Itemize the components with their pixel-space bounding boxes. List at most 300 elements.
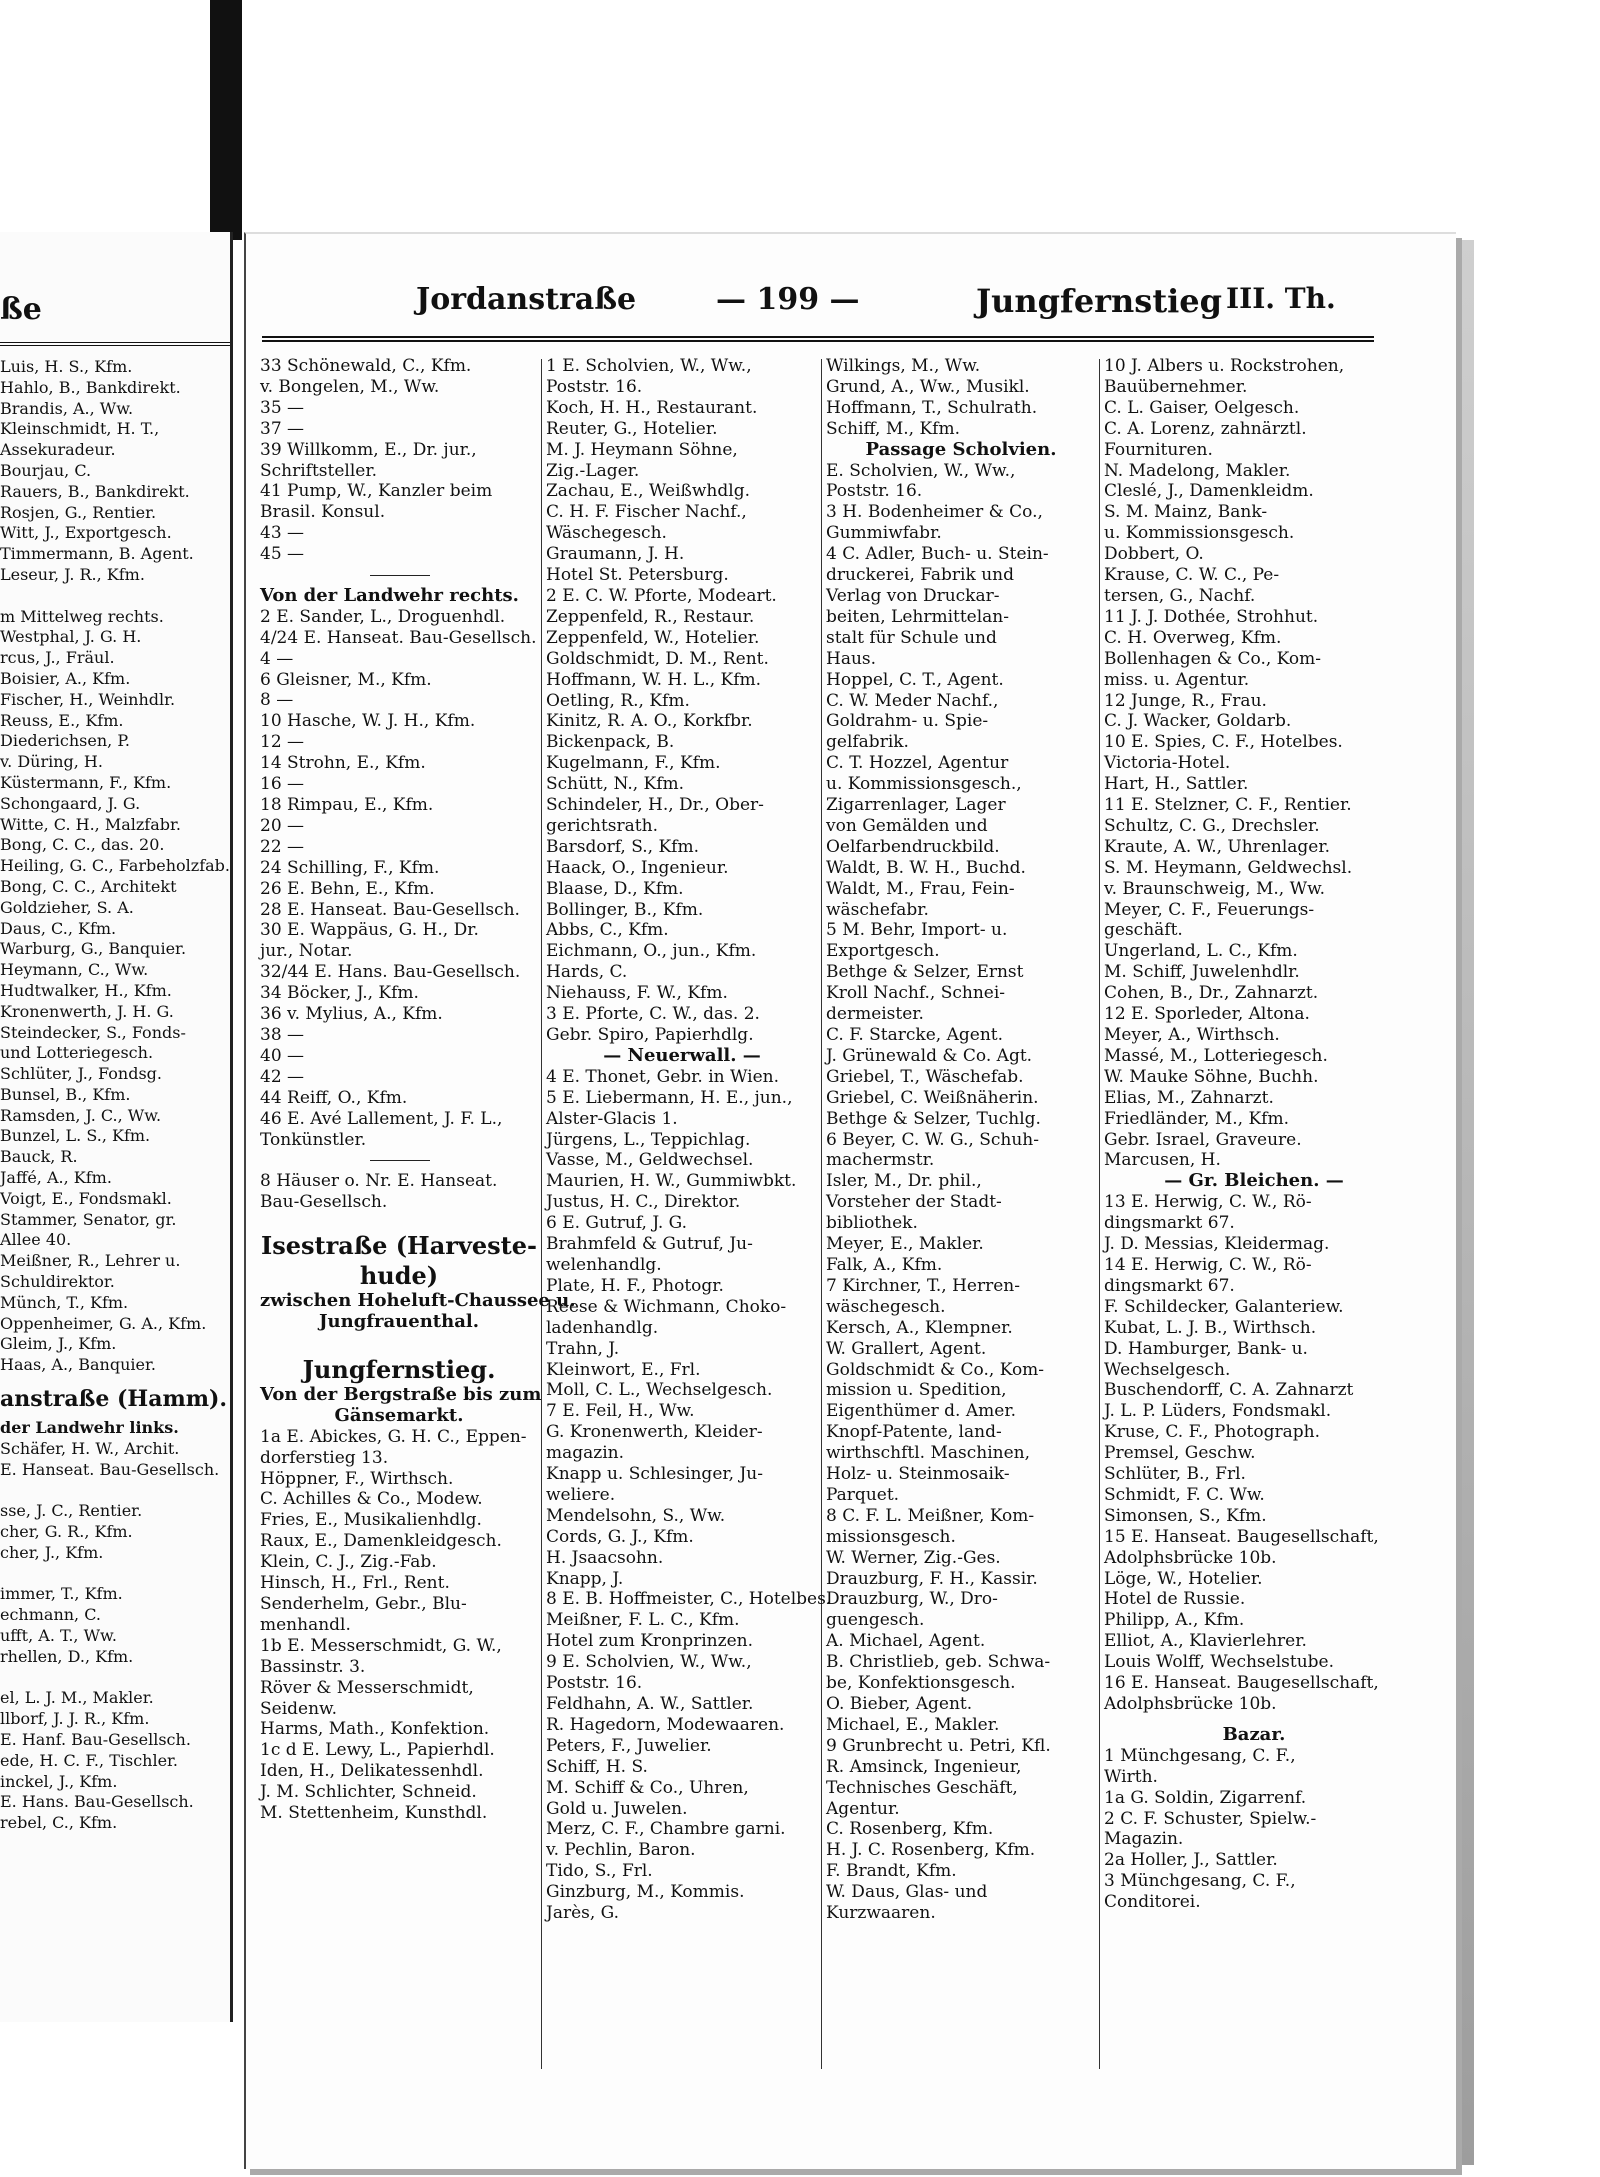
directory-entry: Fournituren. <box>1104 439 1213 460</box>
directory-entry: jur., Notar. <box>260 941 353 962</box>
directory-entry: Meißner, F. L. C., Kfm. <box>546 1610 740 1631</box>
directory-entry: Timmermann, B. Agent. <box>0 544 194 564</box>
directory-entry: Premsel, Geschw. <box>1104 1443 1256 1464</box>
directory-entry: 2 E. Sander, L., Droguenhdl. <box>260 606 506 627</box>
directory-entry: dingsmarkt 67. <box>1104 1213 1235 1234</box>
directory-entry: S. M. Mainz, Bank- <box>1104 502 1268 523</box>
directory-entry: 1 E. Scholvien, W., Ww., <box>546 356 752 376</box>
directory-entry: 10 E. Spies, C. F., Hotelbes. <box>1104 732 1343 753</box>
column-2 <box>546 356 832 1924</box>
directory-entry: 14 E. Herwig, C. W., Rö- <box>1104 1254 1312 1275</box>
directory-entry: missionsgesch. <box>826 1526 956 1547</box>
column-1 <box>260 356 576 1824</box>
directory-entry: Buschendorff, C. A. Zahnarzt <box>1104 1380 1354 1401</box>
directory-entry: E. Scholvien, W., Ww., <box>826 460 1016 481</box>
directory-entry: 10 J. Albers u. Rockstrohen, <box>1104 356 1345 376</box>
directory-entry: Iden, H., Delikatessenhdl. <box>260 1761 484 1782</box>
directory-entry: Technisches Geschäft, <box>826 1777 1018 1798</box>
directory-entry: rebel, C., Kfm. <box>0 1813 118 1833</box>
directory-entry: 3 Münchgesang, C. F., <box>1104 1871 1296 1892</box>
directory-entry: 12 E. Sporleder, Altona. <box>1104 1004 1310 1025</box>
column-4-subheading-bazar: Bazar. <box>1222 1723 1286 1745</box>
directory-entry: Poststr. 16. <box>546 376 643 397</box>
directory-entry: 3 H. Bodenheimer & Co., <box>826 502 1043 523</box>
directory-entry: Bassinstr. 3. <box>260 1656 366 1677</box>
directory-entry: 5 M. Behr, Import- u. <box>826 920 1008 941</box>
directory-entry: Harms, Math., Konfektion. <box>260 1719 490 1740</box>
directory-entry: geschäft. <box>1104 920 1183 941</box>
directory-entry: v. Braunschweig, M., Ww. <box>1104 878 1326 899</box>
directory-entry: 1 Münchgesang, C. F., <box>1104 1745 1296 1766</box>
directory-entry: Röver & Messerschmidt, <box>260 1677 474 1698</box>
directory-entry: Blaase, D., Kfm. <box>546 878 684 899</box>
directory-entry: Tonkünstler. <box>260 1129 367 1150</box>
directory-entry: dingsmarkt 67. <box>1104 1275 1235 1296</box>
directory-entry: 33 Schönewald, C., Kfm. <box>260 356 472 376</box>
directory-entry: H. J. C. Rosenberg, Kfm. <box>826 1840 1036 1861</box>
directory-entry: Haus. <box>826 648 877 669</box>
directory-entry: C. A. Lorenz, zahnärztl. <box>1104 418 1307 439</box>
directory-entry: machermstr. <box>826 1150 935 1171</box>
directory-entry: Schultz, C. G., Drechsler. <box>1104 815 1320 836</box>
directory-entry: Kugelmann, F., Kfm. <box>546 753 721 774</box>
directory-entry: C. L. Gaiser, Oelgesch. <box>1104 397 1300 418</box>
directory-entry: D. Hamburger, Bank- u. <box>1104 1338 1308 1359</box>
directory-entry: 1a E. Abickes, G. H. C., Eppen- <box>260 1426 527 1447</box>
directory-entry: Bauck, R. <box>0 1147 78 1167</box>
directory-entry: 1c d E. Lewy, L., Papierhdl. <box>260 1740 495 1761</box>
directory-entry <box>0 1564 232 1585</box>
directory-entry: W. Mauke Söhne, Buchh. <box>1104 1066 1319 1087</box>
directory-entry: Bollenhagen & Co., Kom- <box>1104 648 1322 669</box>
directory-entry: Schmidt, F. C. Ww. <box>1104 1484 1265 1505</box>
directory-entry: Voigt, E., Fondsmakl. <box>0 1188 172 1208</box>
directory-entry: C. W. Meder Nachf., <box>826 690 999 711</box>
directory-entry: C. J. Wacker, Goldarb. <box>1104 711 1292 732</box>
directory-entry: 26 E. Behn, E., Kfm. <box>260 878 435 899</box>
directory-entry: Plate, H. F., Photogr. <box>546 1275 724 1296</box>
directory-entry: 34 Böcker, J., Kfm. <box>260 983 419 1004</box>
directory-entry: E. Hanf. Bau-Gesellsch. <box>0 1730 191 1749</box>
directory-entry: Massé, M., Lotteriegesch. <box>1104 1045 1328 1066</box>
directory-entry: u. Kommissionsgesch., <box>826 774 1022 795</box>
directory-entry: miss. u. Agentur. <box>1104 669 1250 690</box>
directory-entry: Drauzburg, F. H., Kassir. <box>826 1568 1038 1589</box>
directory-entry: 4 E. Thonet, Gebr. in Wien. <box>546 1066 780 1087</box>
directory-entry: 3 E. Pforte, C. W., das. 2. <box>546 1004 760 1025</box>
directory-entry: rcus, J., Fräul. <box>0 648 115 668</box>
directory-entry: Kurzwaaren. <box>826 1903 936 1924</box>
directory-entry: 9 Grunbrecht u. Petri, Kfl. <box>826 1735 1051 1756</box>
directory-entry: Wilkings, M., Ww. <box>826 356 981 376</box>
street-subtitle-jungfernstieg: Von der Bergstraße bis zum Gänsemarkt. <box>260 1383 542 1426</box>
directory-entry: C. Achilles & Co., Modew. <box>260 1489 483 1510</box>
directory-entry: 8 — <box>260 690 294 711</box>
directory-entry: Meyer, E., Makler. <box>826 1234 984 1255</box>
directory-entry: Hards, C. <box>546 962 628 983</box>
directory-entry: 9 E. Scholvien, W., Ww., <box>546 1652 752 1673</box>
directory-entry: Bethge & Selzer, Ernst <box>826 962 1024 983</box>
column-3-subheading: Passage Scholvien. <box>865 438 1057 460</box>
directory-entry: E. Hans. Bau-Gesellsch. <box>0 1792 194 1812</box>
directory-entry: wirthschftl. Maschinen, <box>826 1443 1030 1464</box>
directory-entry: 40 — <box>260 1045 305 1066</box>
directory-entry: 6 Gleisner, M., Kfm. <box>260 669 432 690</box>
directory-entry: Luis, H. S., Kfm. <box>0 357 133 376</box>
directory-entry: Goldzieher, S. A. <box>0 897 134 917</box>
directory-entry: Merz, C. F., Chambre garni. <box>546 1819 786 1840</box>
directory-entry: Jürgens, L., Teppichlag. <box>546 1129 751 1150</box>
left-header-rule <box>0 342 230 346</box>
directory-entry: Westphal, J. G. H. <box>0 627 142 647</box>
directory-entry: Schiff, M., Kfm. <box>826 418 960 439</box>
directory-entry: 7 Kirchner, T., Herren- <box>826 1275 1020 1296</box>
directory-entry: Allee 40. <box>0 1230 72 1250</box>
directory-entry: Friedländer, M., Kfm. <box>1104 1108 1289 1129</box>
directory-entry: Hudtwalker, H., Kfm. <box>0 980 172 1000</box>
directory-entry: 36 v. Mylius, A., Kfm. <box>260 1004 443 1025</box>
directory-entry: 44 Reiff, O., Kfm. <box>260 1087 408 1108</box>
directory-entry: be, Konfektionsgesch. <box>826 1673 1016 1694</box>
directory-entry: O. Bieber, Agent. <box>826 1694 973 1714</box>
directory-entry: beiten, Lehrmittelan- <box>826 606 1009 627</box>
directory-entry: Bau-Gesellsch. <box>260 1192 388 1213</box>
directory-entry: Klein, C. J., Zig.-Fab. <box>260 1552 437 1573</box>
directory-entry: 13 E. Herwig, C. W., Rö- <box>1104 1192 1312 1213</box>
directory-entry: Goldschmidt, D. M., Rent. <box>546 648 769 669</box>
directory-entry: gelfabrik. <box>826 732 909 753</box>
directory-entry <box>0 1480 232 1501</box>
page-number: — 199 — <box>716 282 860 317</box>
directory-entry: Adolphsbrücke 10b. <box>1104 1694 1277 1714</box>
directory-entry: 5 E. Liebermann, H. E., jun., <box>546 1087 793 1108</box>
directory-entry: Bong, C. C., das. 20. <box>0 835 165 855</box>
directory-entry <box>0 586 232 607</box>
directory-entry: Griebel, C. Weißnäherin. <box>826 1087 1039 1108</box>
directory-entry: Zig.-Lager. <box>546 460 640 481</box>
directory-entry: mission u. Spedition, <box>826 1380 1007 1401</box>
directory-entry: inckel, J., Kfm. <box>0 1771 118 1791</box>
directory-entry: Adolphsbrücke 10b. <box>1104 1547 1277 1568</box>
directory-entry: el, L. J. M., Makler. <box>0 1688 154 1708</box>
directory-entry: 22 — <box>260 836 305 857</box>
running-head-right: Jungfernstieg <box>976 282 1222 320</box>
column-divider <box>1099 359 1100 2069</box>
directory-entry: 28 E. Hanseat. Bau-Gesellsch. <box>260 899 520 920</box>
directory-entry: Küstermann, F., Kfm. <box>0 772 172 792</box>
directory-entry: Gleim, J., Kfm. <box>0 1334 117 1354</box>
directory-entry: C. H. F. Fischer Nachf., <box>546 502 747 523</box>
directory-entry: 42 — <box>260 1066 305 1087</box>
directory-entry: cher, J., Kfm. <box>0 1542 104 1562</box>
directory-entry: Warburg, G., Banquier. <box>0 939 187 959</box>
directory-entry: Hoffmann, W. H. L., Kfm. <box>546 669 762 690</box>
directory-entry: rhellen, D., Kfm. <box>0 1646 134 1666</box>
directory-entry: R. Amsinck, Ingenieur, <box>826 1756 1022 1777</box>
directory-entry: 14 Strohn, E., Kfm. <box>260 753 426 774</box>
street-subtitle-isestrasse: zwischen Hoheluft-Chaussee u. Jungfrauenthal. <box>260 1290 576 1333</box>
directory-entry: Eigenthümer d. Amer. <box>826 1401 1016 1422</box>
directory-entry: Drauzburg, W., Dro- <box>826 1589 998 1610</box>
page-edge <box>1456 240 1474 2165</box>
directory-entry: Feldhahn, A. W., Sattler. <box>546 1694 754 1714</box>
directory-entry: B. Christlieb, geb. Schwa- <box>826 1652 1051 1673</box>
directory-entry: Zachau, E., Weißwhdlg. <box>546 481 750 502</box>
left-page-list <box>0 357 232 1834</box>
directory-entry: Agentur. <box>826 1798 900 1819</box>
column-divider <box>821 359 822 2069</box>
directory-entry: Oppenheimer, G. A., Kfm. <box>0 1313 207 1333</box>
directory-entry: 7 E. Feil, H., Ww. <box>546 1401 695 1422</box>
directory-entry: H. Jsaacsohn. <box>546 1547 664 1568</box>
directory-entry: J. Grünewald & Co. Agt. <box>826 1045 1033 1066</box>
directory-entry: v. Bongelen, M., Ww. <box>260 376 440 397</box>
directory-entry: N. Madelong, Makler. <box>1104 460 1291 481</box>
directory-entry: weliere. <box>546 1484 616 1505</box>
directory-entry: Elliot, A., Klavierlehrer. <box>1104 1631 1307 1652</box>
directory-entry: Bong, C. C., Architekt <box>0 876 177 896</box>
directory-entry: Schuldirektor. <box>0 1272 115 1292</box>
directory-entry: Knapp, J. <box>546 1568 624 1589</box>
directory-entry: Kersch, A., Klempner. <box>826 1317 1013 1338</box>
directory-entry: Senderhelm, Gebr., Blu- <box>260 1594 467 1614</box>
directory-entry: Cords, G. J., Kfm. <box>546 1526 694 1547</box>
directory-page <box>244 232 1456 2169</box>
directory-entry: guengesch. <box>826 1610 925 1631</box>
directory-entry: wäschefabr. <box>826 899 929 920</box>
directory-entry: Brandis, A., Ww. <box>0 398 134 418</box>
directory-entry: C. T. Hozzel, Agentur <box>826 753 1009 774</box>
directory-entry: Vorsteher der Stadt- <box>826 1192 1002 1213</box>
directory-entry: Heymann, C., Ww. <box>0 960 149 980</box>
street-title-jungfernstieg: Jungfernstieg. <box>302 1354 496 1384</box>
left-page-fragment <box>0 232 233 2022</box>
directory-entry: Brasil. Konsul. <box>260 502 386 523</box>
directory-entry: 4 — <box>260 648 294 669</box>
directory-entry: Vasse, M., Geldwechsel. <box>546 1150 754 1171</box>
directory-entry: R. Hagedorn, Modewaaren. <box>546 1714 785 1735</box>
directory-entry: Reuter, G., Hotelier. <box>546 418 718 439</box>
directory-entry: Gold u. Juwelen. <box>546 1798 688 1819</box>
directory-entry: Hart, H., Sattler. <box>1104 774 1249 795</box>
directory-entry: von Gemälden und <box>826 815 988 836</box>
directory-entry: 46 E. Avé Lallement, J. F. L., <box>260 1108 503 1129</box>
directory-entry: Conditorei. <box>1104 1892 1201 1913</box>
directory-entry: Koch, H. H., Restaurant. <box>546 397 758 418</box>
column-4-subheading: — Gr. Bleichen. — <box>1164 1170 1344 1192</box>
directory-entry: Isler, M., Dr. phil., <box>826 1171 982 1192</box>
directory-entry: Stammer, Senator, gr. <box>0 1209 177 1229</box>
directory-entry: S. M. Heymann, Geldwechsl. <box>1104 857 1353 878</box>
directory-entry: 37 — <box>260 418 305 439</box>
directory-entry: Justus, H. C., Direktor. <box>546 1192 741 1213</box>
directory-entry: Bauübernehmer. <box>1104 376 1248 397</box>
directory-entry: Haack, O., Ingenieur. <box>546 857 729 878</box>
directory-entry: 2 C. F. Schuster, Spielw.- <box>1104 1808 1317 1829</box>
directory-entry: Grund, A., Ww., Musikl. <box>826 376 1030 397</box>
directory-entry: F. Brandt, Kfm. <box>826 1861 957 1882</box>
directory-entry: 35 — <box>260 397 305 418</box>
directory-entry: Jarès, G. <box>546 1903 620 1924</box>
directory-entry: 41 Pump, W., Kanzler beim <box>260 481 493 502</box>
directory-entry: Schindeler, H., Dr., Ober- <box>546 795 764 816</box>
directory-entry: Fischer, H., Weinhdlr. <box>0 689 176 709</box>
directory-entry: Steindecker, S., Fonds- <box>0 1022 186 1042</box>
directory-entry: Ungerland, L. C., Kfm. <box>1104 941 1298 962</box>
directory-entry: m Mittelweg rechts. <box>0 606 164 626</box>
directory-entry: M. Schiff & Co., Uhren, <box>546 1777 749 1798</box>
directory-entry: Diederichsen, P. <box>0 731 130 751</box>
directory-entry: 11 E. Stelzner, C. F., Rentier. <box>1104 795 1352 816</box>
directory-entry: Schongaard, J. G. <box>0 793 141 813</box>
directory-entry: Hahlo, B., Bankdirekt. <box>0 377 181 397</box>
directory-entry: Oelfarbendruckbild. <box>826 836 1000 857</box>
directory-entry: Wirth. <box>1104 1766 1158 1787</box>
directory-entry: Haas, A., Banquier. <box>0 1355 156 1375</box>
directory-entry: 4/24 E. Hanseat. Bau-Gesellsch. <box>260 627 537 648</box>
directory-entry: Gebr. Spiro, Papierhdlg. <box>546 1025 754 1045</box>
directory-entry: stalt für Schule und <box>826 627 997 648</box>
directory-entry: Barsdorf, S., Kfm. <box>546 836 699 857</box>
directory-entry: und Lotteriegesch. <box>0 1043 154 1063</box>
directory-entry <box>0 1668 232 1689</box>
directory-entry: 43 — <box>260 523 305 544</box>
directory-entry: Dobbert, O. <box>1104 544 1204 565</box>
directory-entry: Moll, C. L., Wechselgesch. <box>546 1380 773 1401</box>
directory-entry: 12 — <box>260 732 305 753</box>
directory-entry: M. Schiff, Juwelenhdlr. <box>1104 962 1300 983</box>
directory-entry: 8 C. F. L. Meißner, Kom- <box>826 1505 1035 1526</box>
directory-entry: dorferstieg 13. <box>260 1447 389 1468</box>
directory-entry: Fries, E., Musikalienhdlg. <box>260 1510 482 1531</box>
directory-entry: Brahmfeld & Gutruf, Ju- <box>546 1234 753 1255</box>
directory-entry: 18 Rimpau, E., Kfm. <box>260 795 434 816</box>
directory-entry: Reuss, E., Kfm. <box>0 710 124 730</box>
directory-entry: Oetling, R., Kfm. <box>546 690 690 711</box>
directory-entry: 16 E. Hanseat. Baugesellschaft, <box>1104 1673 1379 1694</box>
directory-entry: v. Düring, H. <box>0 752 103 772</box>
directory-entry: E. Hanseat. Bau-Gesellsch. <box>0 1459 220 1479</box>
directory-entry: Eichmann, O., jun., Kfm. <box>546 941 757 962</box>
directory-entry: 6 Beyer, C. W. G., Schuh- <box>826 1129 1039 1150</box>
directory-entry: Schlüter, J., Fondsg. <box>0 1064 162 1084</box>
directory-entry: Kronenwerth, J. H. G. <box>0 1001 174 1021</box>
directory-entry: G. Kronenwerth, Kleider- <box>546 1422 763 1443</box>
directory-entry: 2a Holler, J., Sattler. <box>1104 1850 1278 1871</box>
directory-entry: Meißner, R., Lehrer u. <box>0 1251 181 1271</box>
directory-entry: Schlüter, B., Frl. <box>1104 1464 1246 1485</box>
directory-entry: v. Pechlin, Baron. <box>546 1840 696 1861</box>
directory-entry: Tido, S., Frl. <box>546 1861 653 1882</box>
directory-entry: Leseur, J. R., Kfm. <box>0 564 145 584</box>
directory-entry: Assekuradeur. <box>0 440 116 460</box>
directory-entry: 10 Hasche, W. J. H., Kfm. <box>260 711 476 732</box>
directory-entry: 15 E. Hanseat. Baugesellschaft, <box>1104 1526 1379 1547</box>
directory-entry: Daus, C., Kfm. <box>0 918 117 938</box>
directory-entry: ladenhandlg. <box>546 1317 659 1338</box>
directory-entry: 8 E. B. Hoffmeister, C., Hotelbes. <box>546 1589 832 1610</box>
column-4 <box>1104 356 1404 1913</box>
directory-entry: Graumann, J. H. <box>546 544 685 565</box>
directory-entry: C. Rosenberg, Kfm. <box>826 1819 994 1840</box>
directory-entry: Simonsen, S., Kfm. <box>1104 1505 1267 1526</box>
directory-entry: Gebr. Israel, Graveure. <box>1104 1129 1302 1150</box>
directory-entry: Raux, E., Damenkleidgesch. <box>260 1531 502 1552</box>
directory-entry: Boisier, A., Kfm. <box>0 668 131 688</box>
directory-entry: Münch, T., Kfm. <box>0 1292 129 1312</box>
directory-entry: Reese & Wichmann, Choko- <box>546 1296 787 1317</box>
directory-entry: Schriftsteller. <box>260 460 378 481</box>
directory-entry: Hotel St. Petersburg. <box>546 565 729 586</box>
left-section-subtitle: der Landwehr links. <box>0 1418 179 1438</box>
directory-entry: Griebel, T., Wäschefab. <box>826 1066 1024 1087</box>
directory-entry: Maurien, H. W., Gummiwbkt. <box>546 1171 797 1192</box>
directory-entry: 30 E. Wappäus, G. H., Dr. <box>260 920 479 941</box>
directory-entry: echmann, C. <box>0 1605 101 1625</box>
directory-entry: welenhandlg. <box>546 1254 662 1275</box>
directory-entry: Zeppenfeld, W., Hotelier. <box>546 627 760 648</box>
directory-entry: Magazin. <box>1104 1829 1184 1850</box>
directory-entry: Kleinschmidt, H. T., <box>0 419 160 439</box>
directory-entry: Knapp u. Schlesinger, Ju- <box>546 1464 763 1485</box>
directory-entry: 4 C. Adler, Buch- u. Stein- <box>826 544 1049 565</box>
directory-entry: Kubat, L. J. B., Wirthsch. <box>1104 1317 1317 1338</box>
directory-entry: Heiling, G. C., Farbeholzfab. <box>0 856 230 876</box>
header-rule <box>262 336 1374 342</box>
directory-entry: Wechselgesch. <box>1104 1359 1231 1380</box>
directory-entry: Hinsch, H., Frl., Rent. <box>260 1573 450 1594</box>
directory-entry: 8 Häuser o. Nr. E. Hanseat. <box>260 1171 498 1192</box>
directory-entry: Trahn, J. <box>546 1338 620 1359</box>
directory-entry: Ginzburg, M., Kommis. <box>546 1882 745 1903</box>
directory-entry: Waldt, B. W. H., Buchd. <box>826 857 1026 878</box>
directory-entry: Löge, W., Hotelier. <box>1104 1568 1263 1589</box>
directory-entry: Ramsden, J. C., Ww. <box>0 1105 162 1125</box>
directory-entry: Philipp, A., Kfm. <box>1104 1610 1245 1631</box>
directory-entry: Kraute, A. W., Uhrenlager. <box>1104 836 1330 857</box>
directory-entry: Abbs, C., Kfm. <box>546 920 669 941</box>
directory-entry: 1a G. Soldin, Zigarrenf. <box>1104 1787 1307 1808</box>
directory-entry: Holz- u. Steinmosaik- <box>826 1464 1010 1485</box>
directory-entry: 6 E. Gutruf, J. G. <box>546 1213 688 1234</box>
column-1-subheading: Von der Landwehr rechts. <box>260 584 519 606</box>
directory-entry: W. Grallert, Agent. <box>826 1338 987 1359</box>
directory-entry: cher, G. R., Kfm. <box>0 1522 133 1542</box>
directory-entry: J. D. Messias, Kleidermag. <box>1104 1234 1330 1255</box>
directory-entry: Niehauss, F. W., Kfm. <box>546 983 728 1004</box>
directory-entry: M. Stettenheim, Kunsthdl. <box>260 1803 488 1824</box>
directory-entry: Krause, C. W. C., Pe- <box>1104 565 1280 586</box>
directory-entry: 32/44 E. Hans. Bau-Gesellsch. <box>260 962 521 983</box>
directory-entry: druckerei, Fabrik und <box>826 565 1014 586</box>
directory-entry: Verlag von Druckar- <box>826 585 1000 606</box>
directory-entry: Bourjau, C. <box>0 460 92 480</box>
directory-entry: ede, H. C. F., Tischler. <box>0 1750 179 1770</box>
directory-entry: magazin. <box>546 1443 625 1464</box>
directory-entry: Gummiwfabr. <box>826 523 942 544</box>
directory-entry: Goldschmidt & Co., Kom- <box>826 1359 1045 1380</box>
directory-entry: A. Michael, Agent. <box>826 1631 986 1652</box>
directory-entry: 1b E. Messerschmidt, G. W., <box>260 1635 502 1656</box>
directory-entry: Rosjen, G., Rentier. <box>0 502 157 522</box>
directory-entry: Poststr. 16. <box>826 481 923 502</box>
directory-entry: Hotel de Russie. <box>1104 1589 1246 1610</box>
directory-entry: Zeppenfeld, R., Restaur. <box>546 606 755 627</box>
directory-entry: 20 — <box>260 815 305 836</box>
directory-entry: 12 Junge, R., Frau. <box>1104 690 1267 711</box>
directory-entry: Witt, J., Exportgesch. <box>0 523 172 543</box>
directory-entry: Witte, C. H., Malzfabr. <box>0 814 181 834</box>
